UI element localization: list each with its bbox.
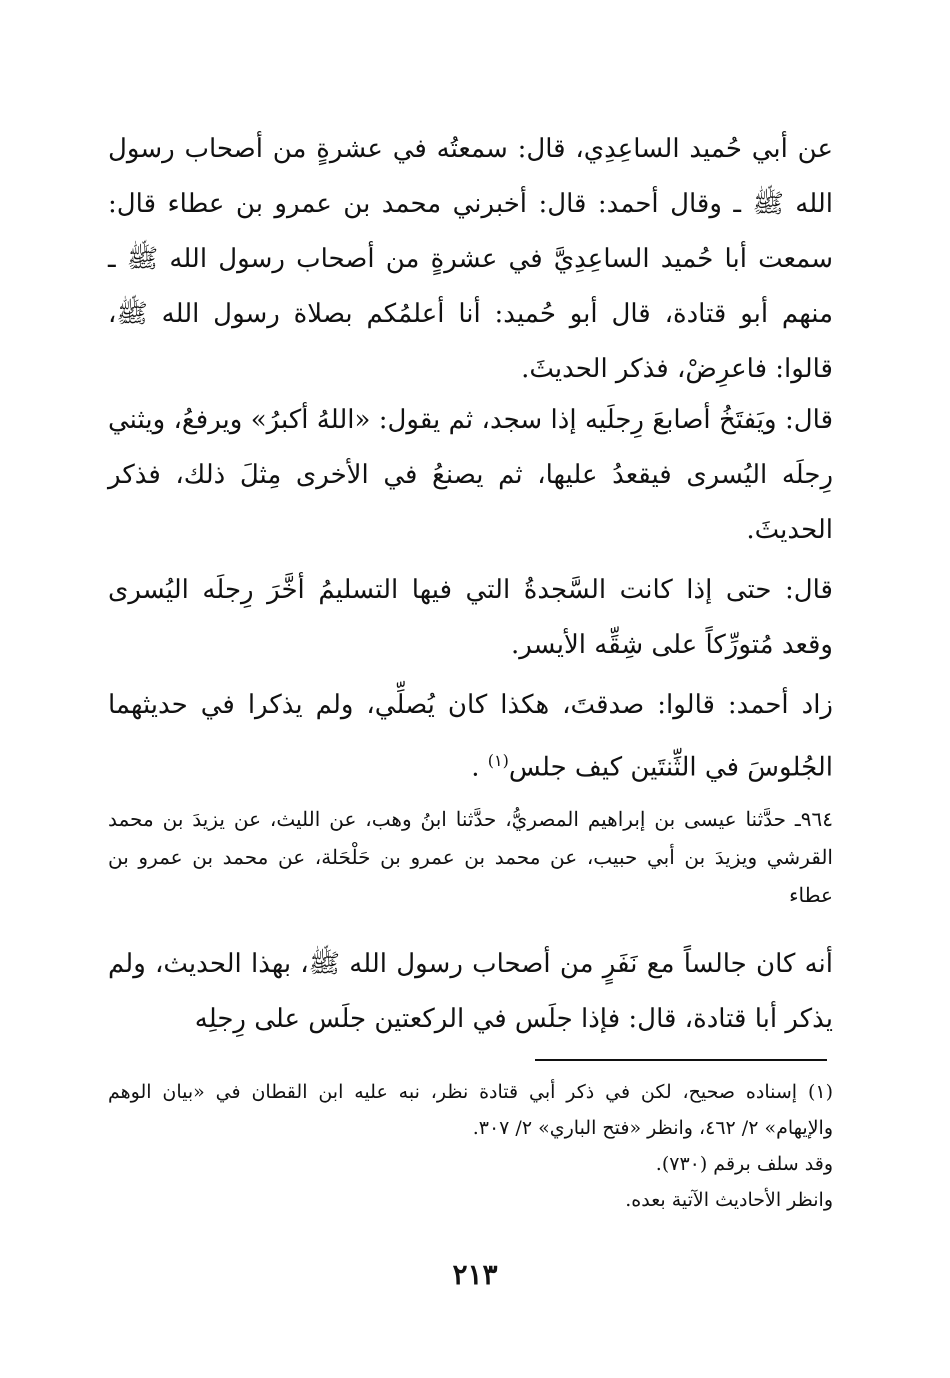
paragraph-1-text: عن أبي حُميد الساعِدِي، قال: سمعتُه في عشرةٍ من أصحاب رسول الله ﷺ ـ وقال أحمد: قال: أخبرني محمد بن عمرو بن عطاء قال: سمعت أبا حُميد الساعِدِيَّ في عشرةٍ من أصحاب رسول الله ﷺ ـ منهم أبو قتادة، قال أبو حُميد: أنا أعلمُكم بصلاة رسول الله ﷺ، قالوا: فاعرِضْ، فذكر الحديثَ. — [108, 134, 833, 384]
footnote-1: (١) إسناده صحيح، لكن في ذكر أبي قتادة نظر، نبه عليه ابن القطان في «بيان الوهم والإيهام» ٢/ ٤٦٢، وانظر «فتح الباري» ٢/ ٣٠٧. — [108, 1081, 833, 1139]
paragraph-6-text: أنه كان جالساً مع نَفَرٍ من أصحاب رسول الله ﷺ، بهذا الحديث، ولم يذكر أبا قتادة، قال: فإذا جلَس في الركعتين جلَس على رِجلِه — [108, 949, 833, 1034]
hadith-chain — [108, 800, 833, 914]
paragraph-4-container — [108, 678, 833, 796]
paragraph-2 — [108, 393, 833, 558]
footnote-marker: (١) — [487, 751, 509, 770]
paragraph-4 — [108, 678, 833, 796]
paragraph-3 — [108, 563, 833, 673]
footnotes — [108, 1074, 833, 1218]
footnote-separator — [535, 1059, 827, 1061]
footnote-3: وانظر الأحاديث الآتية بعده. — [625, 1189, 833, 1211]
paragraph-2-text: قال: ويَفتَخُ أصابعَ رِجلَيه إذا سجد، ثم يقول: «اللهُ أكبرُ» ويرفعُ، ويثني رِجلَه اليُسرى فيقعدُ عليها، ثم يصنعُ في الأخرى مِثلَ ذلك، فذكر الحديثَ. — [108, 405, 833, 545]
hadith-chain-text: ٩٦٤ـ حدَّثنا عيسى بن إبراهيم المصريُّ، حدَّثنا ابنُ وهب، عن الليث، عن يزيدَ بن محمد القرشي ويزيدَ بن أبي حبيب، عن محمد بن عمرو بن حَلْحَلة، عن محمد بن عمرو بن عطاء — [108, 807, 833, 907]
paragraph-4-text: زاد أحمد: قالوا: صدقتَ، هكذا كان يُصلِّي، ولم يذكرا في حديثهما الجُلوسَ في الثِّنتَين كيف جلس — [108, 690, 833, 783]
page-number: ٢١٣ — [452, 1258, 498, 1291]
sentence-end: . — [471, 752, 480, 783]
footnote-2: وقد سلف برقم (٧٣٠). — [655, 1153, 833, 1175]
paragraph-6 — [108, 937, 833, 1047]
paragraph-1 — [108, 122, 833, 397]
paragraph-3-text: قال: حتى إذا كانت السَّجدةُ التي فيها التسليمُ أخَّرَ رِجلَه اليُسرى وقعد مُتورِّكاً على شِقِّه الأيسر. — [108, 575, 833, 660]
